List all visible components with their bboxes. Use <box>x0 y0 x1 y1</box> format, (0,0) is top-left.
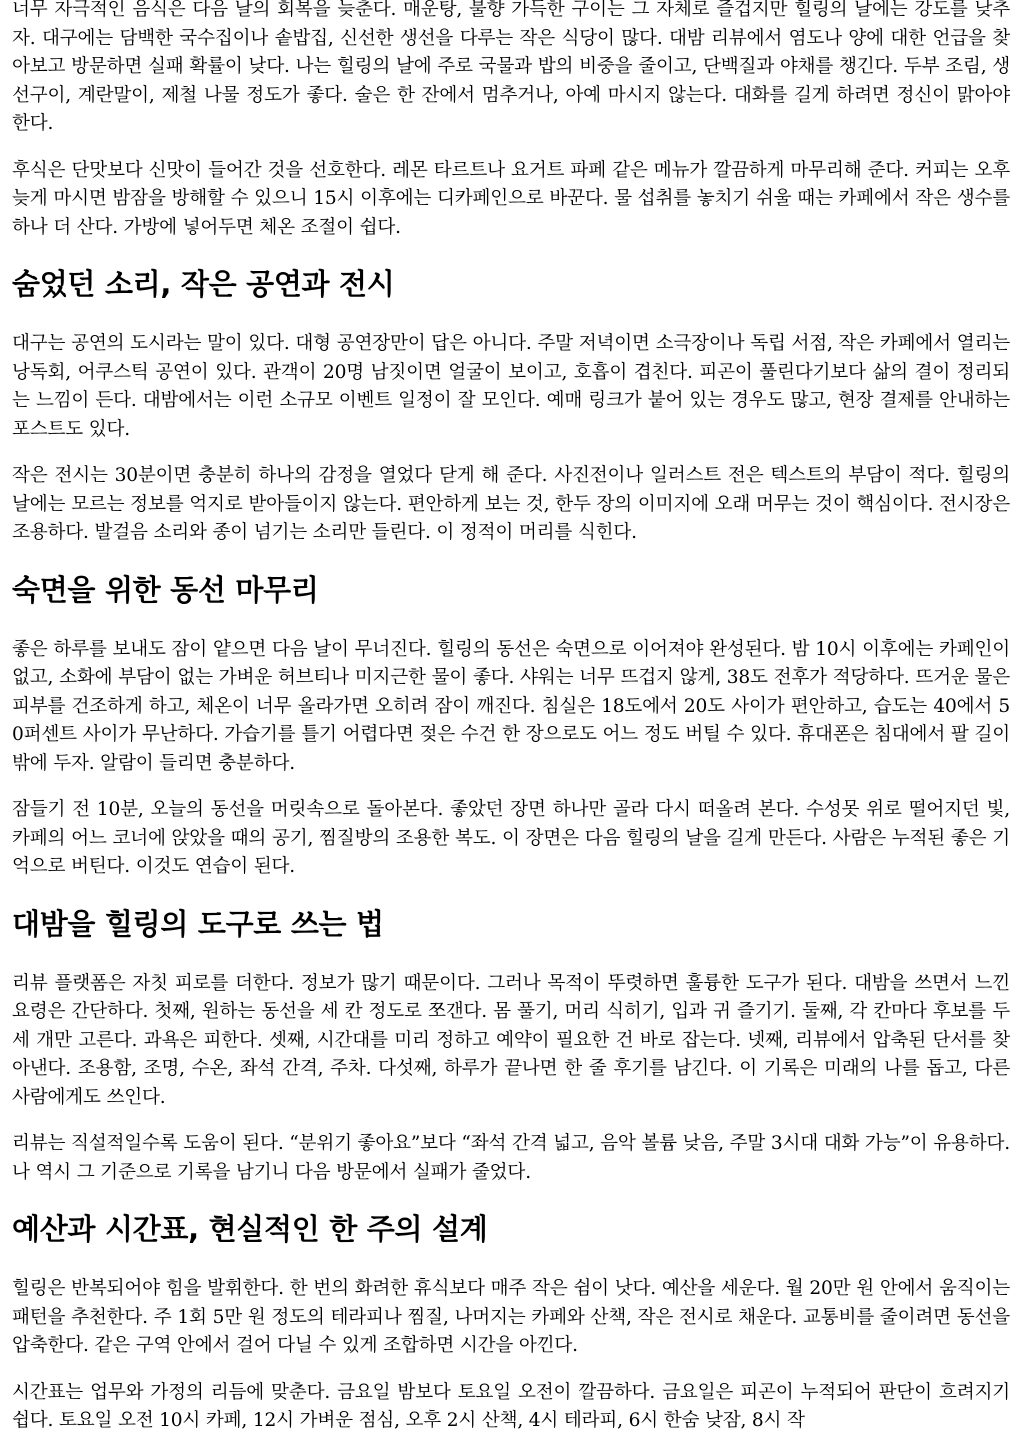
article-page <box>12 0 1010 1454</box>
article-section-performances <box>12 264 1010 548</box>
paragraph: 시간표는 업무와 가정의 리듬에 맞춘다. 금요일 밤보다 토요일 오전이 깔끔하다. 금요일은 피곤이 누적되어 판단이 흐려지기 쉽다. 토요일 오전 10시 카페, 12시 가벼운 점심, 오후 2시 산책, 4시 테라피, 6시 한숨 낮잠, 8시 작 <box>12 1381 1010 1431</box>
paragraph: 작은 전시는 30분이면 충분히 하나의 감정을 열었다 닫게 해 준다. 사진전이나 일러스트 전은 텍스트의 부담이 적다. 힐링의 날에는 모르는 정보를 억지로 받아들이지 않는다. 편안하게 보는 것, 한두 장의 이미지에 오래 머무는 것이 핵심이다. 전시장은 조용하다. 발걸음 소리와 종이 넘기는 소리만 들린다. 이 정적이 머리를 식힌다. <box>12 465 1010 543</box>
paragraph: 좋은 하루를 보내도 잠이 얕으면 다음 날이 무너진다. 힐링의 동선은 숙면으로 이어져야 완성된다. 밤 10시 이후에는 카페인이 없고, 소화에 부담이 없는 가벼운 허브티나 미지근한 물이 좋다. 샤워는 너무 뜨겁지 않게, 38도 전후가 적당하다. 뜨거운 물은 피부를 건조하게 하고, 체온이 너무 올라가면 오히려 잠이 깨진다. 침실은 18도에서 20도 사이가 편안하고, 습도는 40에서 50퍼센트 사이가 무난하다. 가습기를 틀기 어렵다면 젖은 수건 한 장으로도 어느 정도 버틸 수 있다. 휴대폰은 침대에서 팔 길이 밖에 두자. 알람이 들리면 충분하다. <box>12 638 1010 774</box>
paragraph: 리뷰 플랫폼은 자칫 피로를 더한다. 정보가 많기 때문이다. 그러나 목적이 뚜렷하면 훌륭한 도구가 된다. 대밤을 쓰면서 느낀 요령은 간단하다. 첫째, 원하는 동선을 세 칸 정도로 쪼갠다. 몸 풀기, 머리 식히기, 입과 귀 즐기기. 둘째, 각 칸마다 후보를 두세 개만 고른다. 과욕은 피한다. 셋째, 시간대를 미리 정하고 예약이 필요한 건 바로 잡는다. 넷째, 리뷰에서 압축된 단서를 찾아낸다. 조용함, 조명, 수온, 좌석 간격, 주차. 다섯째, 하루가 끝나면 한 줄 후기를 남긴다. 이 기록은 미래의 나를 돕고, 다른 사람에게도 쓰인다. <box>12 972 1010 1108</box>
article-section-intro <box>12 0 1010 242</box>
paragraph: 너무 자극적인 음식은 다음 날의 회복을 늦춘다. 매운탕, 불향 가득한 구이는 그 자체로 즐겁지만 힐링의 날에는 강도를 낮추자. 대구에는 담백한 국수집이나 솥밥집, 신선한 생선을 다루는 작은 식당이 많다. 대밤 리뷰에서 염도나 양에 대한 언급을 찾아보고 방문하면 실패 확률이 낮다. 나는 힐링의 날에 주로 국물과 밥의 비중을 줄이고, 단백질과 야채를 챙긴다. 두부 조림, 생선구이, 계란말이, 제철 나물 정도가 좋다. 술은 한 잔에서 멈추거나, 아예 마시지 않는다. 대화를 길게 하려면 정신이 맑아야 한다. <box>12 0 1010 134</box>
paragraph: 후식은 단맛보다 신맛이 들어간 것을 선호한다. 레몬 타르트나 요거트 파페 같은 메뉴가 깔끔하게 마무리해 준다. 커피는 오후 늦게 마시면 밤잠을 방해할 수 있으니 15시 이후에는 디카페인으로 바꾼다. 물 섭취를 놓치기 쉬울 때는 카페에서 작은 생수를 하나 더 산다. 가방에 넣어두면 체온 조절이 쉽다. <box>12 159 1010 238</box>
section-heading: 예산과 시간표, 현실적인 한 주의 설계 <box>12 1212 488 1246</box>
article-section-budget <box>12 1209 1010 1436</box>
section-heading: 숙면을 위한 동선 마무리 <box>12 572 319 607</box>
section-heading: 대밤을 힐링의 도구로 쓰는 법 <box>12 906 384 941</box>
paragraph: 힐링은 반복되어야 힘을 발휘한다. 한 번의 화려한 휴식보다 매주 작은 쉼이 낫다. 예산을 세운다. 월 20만 원 안에서 움직이는 패턴을 추천한다. 주 1회 5만 원 정도의 테라피나 찜질, 나머지는 카페와 산책, 작은 전시로 채운다. 교통비를 줄이려면 동선을 압축한다. 같은 구역 안에서 걸어 다닐 수 있게 조합하면 시간을 아낀다. <box>12 1278 1010 1356</box>
article-section-daebam-tool <box>12 904 1010 1188</box>
section-heading: 숨었던 소리, 작은 공연과 전시 <box>12 267 395 301</box>
paragraph: 대구는 공연의 도시라는 말이 있다. 대형 공연장만이 답은 아니다. 주말 저녁이면 소극장이나 독립 서점, 작은 카페에서 열리는 낭독회, 어쿠스틱 공연이 있다. 관객이 20명 남짓이면 얼굴이 보이고, 호흡이 겹친다. 피곤이 풀린다기보다 삶의 결이 정리되는 느낌이 든다. 대밤에서는 이런 소규모 이벤트 일정이 잘 모인다. 예매 링크가 붙어 있는 경우도 많고, 현장 결제를 안내하는 포스트도 있다. <box>12 333 1010 440</box>
article-section-sleep <box>12 570 1010 882</box>
paragraph: 잠들기 전 10분, 오늘의 동선을 머릿속으로 돌아본다. 좋았던 장면 하나만 골라 다시 떠올려 본다. 수성못 위로 떨어지던 빛, 카페의 어느 코너에 앉았을 때의 공기, 찜질방의 조용한 복도. 이 장면은 다음 힐링의 날을 길게 만든다. 사람은 누적된 좋은 기억으로 버틴다. 이것도 연습이 된다. <box>12 799 1010 877</box>
paragraph: 리뷰는 직설적일수록 도움이 된다. “분위기 좋아요”보다 “좌석 간격 넓고, 음악 볼륨 낮음, 주말 3시대 대화 가능”이 유용하다. 나 역시 그 기준으로 기록을 남기니 다음 방문에서 실패가 줄었다. <box>12 1133 1010 1183</box>
